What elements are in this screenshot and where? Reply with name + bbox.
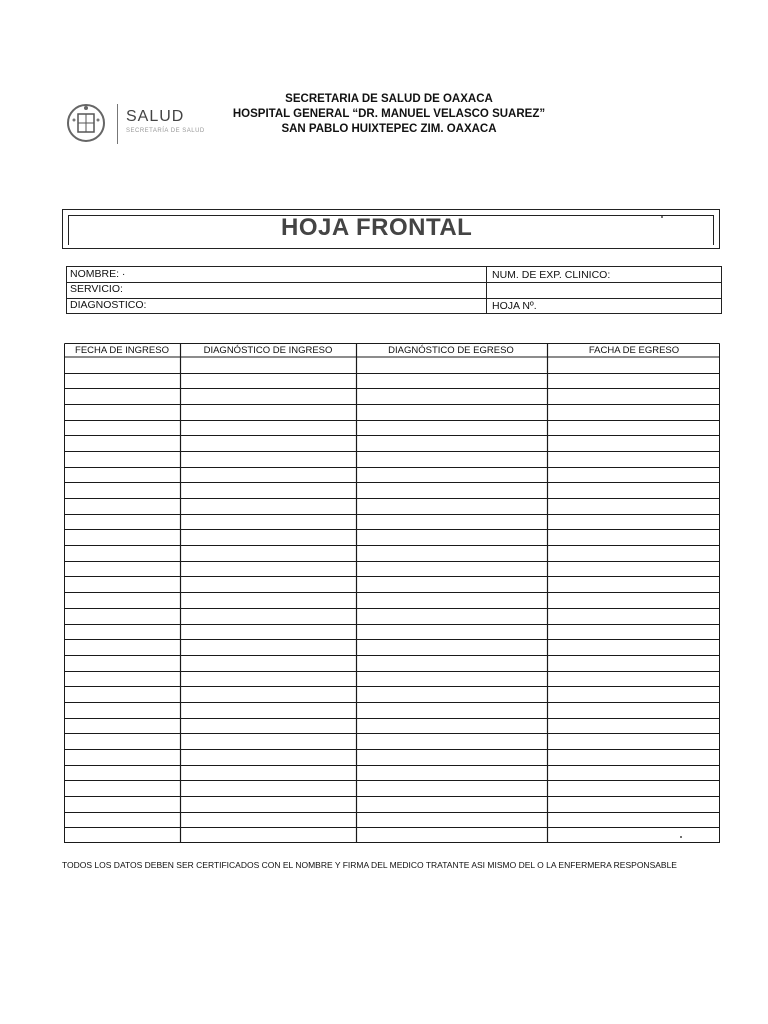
page-title: HOJA FRONTAL [281, 214, 473, 241]
logo-text: SALUD [126, 108, 185, 125]
footer-note: TODOS LOS DATOS DEBEN SER CERTIFICADOS CON EL NOMBRE Y FIRMA DEL MEDICO TRATANTE ASI MISMO DEL O LA ENFERMERA RESPONSABLE [62, 860, 677, 870]
table-grid [64, 343, 720, 843]
column-header-diagnostico-egreso: DIAGNÓSTICO DE EGRESO [388, 345, 514, 356]
nombre-label: NOMBRE: · [70, 268, 126, 280]
column-header-fecha-ingreso: FECHA DE INGRESO [75, 345, 169, 356]
scan-speck [680, 836, 682, 838]
info-row-divider-1 [67, 282, 721, 283]
header-line-1: SECRETARIA DE SALUD DE OAXACA [285, 93, 493, 105]
title-box [62, 209, 720, 249]
header-line-2: HOSPITAL GENERAL “DR. MANUEL VELASCO SUAREZ” [232, 108, 546, 120]
scan-speck [661, 216, 663, 218]
diagnostico-label: DIAGNOSTICO: [70, 299, 147, 311]
salud-logo [66, 100, 228, 148]
column-header-fecha-egreso: FACHA DE EGRESO [588, 345, 680, 356]
servicio-label: SERVICIO: [70, 283, 123, 295]
hoja-label: HOJA Nº. [492, 300, 537, 312]
header-text [230, 92, 548, 137]
patient-info-box [66, 266, 722, 314]
record-table [64, 343, 720, 843]
column-header-diagnostico-ingreso: DIAGNÓSTICO DE INGRESO [203, 345, 333, 356]
info-column-divider [486, 267, 487, 313]
num-exp-label: NUM. DE EXP. CLINICO: [492, 269, 611, 281]
logo-subtext: SECRETARÍA DE SALUD [126, 128, 205, 134]
coat-of-arms-icon [66, 102, 106, 144]
header-line-3: SAN PABLO HUIXTEPEC ZIM. OAXACA [281, 123, 497, 135]
info-row-divider-2 [67, 298, 721, 299]
logo-divider [117, 104, 118, 144]
